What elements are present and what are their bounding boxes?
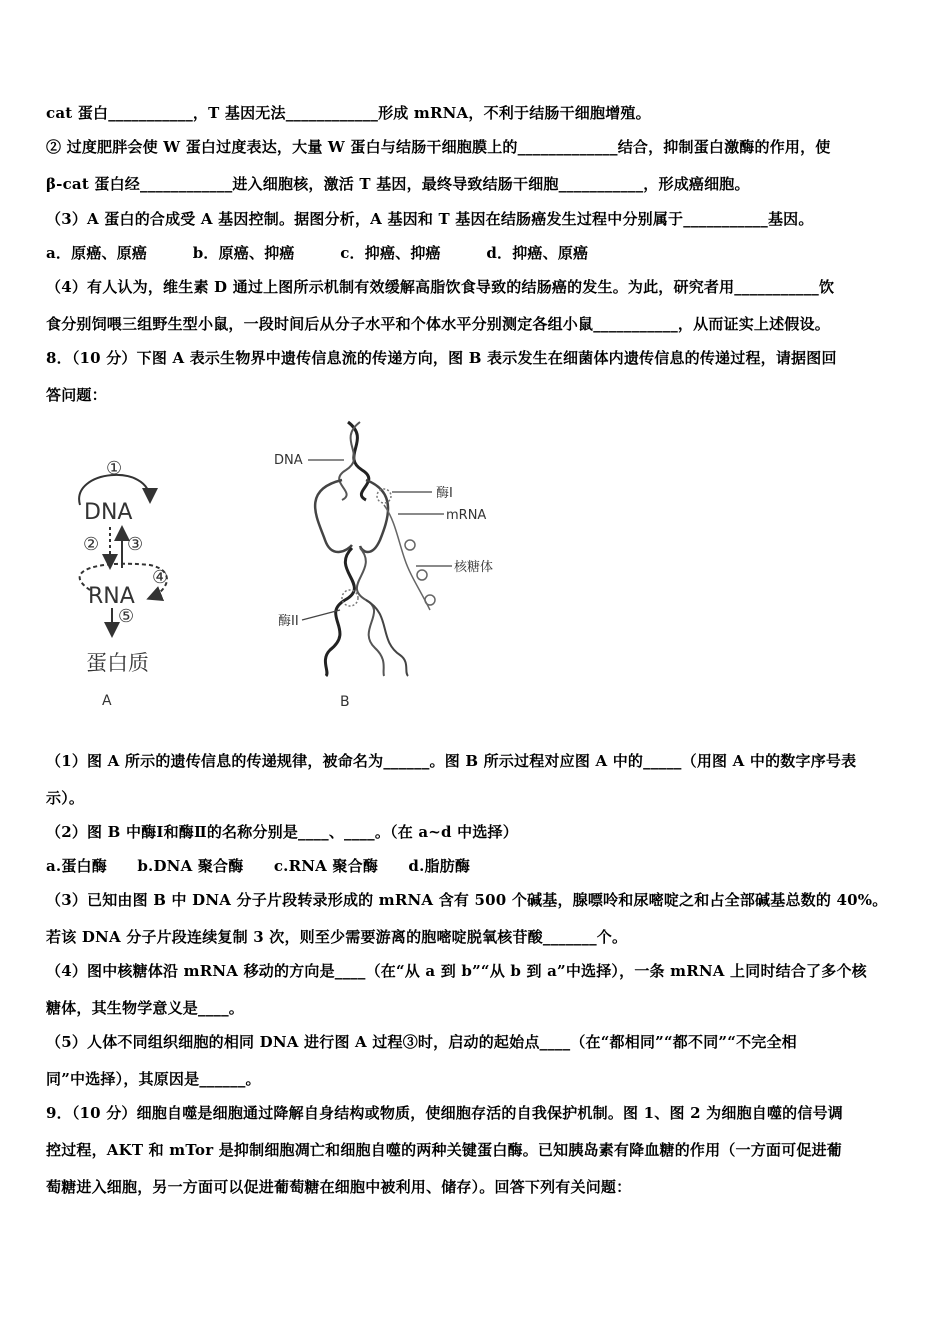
text-line-19: 同”中选择），其原因是______。 xyxy=(46,1070,261,1088)
text-line-18: （5）人体不同组织细胞的相同 DNA 进行图 A 过程③时，启动的起始点____（在“都相同”“都不同”“不完全相 xyxy=(46,1033,797,1051)
text-line-17: 糖体，其生物学意义是____。 xyxy=(46,999,245,1017)
text-line-14: （3）已知由图 B 中 DNA 分子片段转录形成的 mRNA 含有 500 个碱基，腺嘌呤和尿嘧啶之和占全部碱基总数的 40%。 xyxy=(46,891,888,909)
text-line-15: 若该 DNA 分子片段连续复制 3 次，则至少需要游离的胞嘧啶脱氧核苷酸_______个。 xyxy=(46,928,628,946)
text-line-11: 示）。 xyxy=(46,789,85,807)
text-line-12: （2）图 B 中酶Ⅰ和酶Ⅱ的名称分别是____、____。（在 a~d 中选择） xyxy=(46,823,518,841)
text-line-16: （4）图中核糖体沿 mRNA 移动的方向是____（在“从 a 到 b”“从 b 到 a”中选择），一条 mRNA 上同时结合了多个核 xyxy=(46,962,867,980)
label-enzyme-1: 酶I xyxy=(436,486,453,501)
label-dna: DNA xyxy=(84,500,133,525)
label-mrna: mRNA xyxy=(446,508,487,523)
label-process-5: ⑤ xyxy=(118,606,135,627)
text-line-1: cat 蛋白___________，T 基因无法____________形成 mRNA，不利于结肠干细胞增殖。 xyxy=(46,104,651,122)
text-line-4: （3）A 蛋白的合成受 A 基因控制。据图分析，A 基因和 T 基因在结肠癌发生过程中分别属于___________基因。 xyxy=(46,210,814,228)
figure-a-caption: A xyxy=(102,693,112,709)
label-process-1: ① xyxy=(106,458,123,479)
text-line-6: （4）有人认为，维生素 D 通过上图所示机制有效缓解高脂饮食导致的结肠癌的发生。为此，研究者用___________饮 xyxy=(46,278,835,296)
label-dna-b: DNA xyxy=(274,453,303,468)
question-8-title: 8．（10 分）下图 A 表示生物界中遗传信息流的传递方向，图 B 表示发生在细菌体内遗传信息的传递过程，请据图回 xyxy=(46,349,837,367)
label-rna: RNA xyxy=(88,584,135,609)
label-process-4: ④ xyxy=(152,567,169,588)
text-line-7: 食分别饲喂三组野生型小鼠，一段时间后从分子水平和个体水平分别测定各组小鼠___________，从而证实上述假设。 xyxy=(46,315,830,333)
text-line-3: β-cat 蛋白经____________进入细胞核，激活 T 基因，最终导致结肠干细胞___________，形成癌细胞。 xyxy=(46,175,750,193)
text-line-22: 萄糖进入细胞，另一方面可以促进葡萄糖在细胞中被利用、储存）。回答下列有关问题： xyxy=(46,1178,632,1196)
figure-b-caption: B xyxy=(340,694,350,710)
text-line-5: a．原癌、原癌 b．原癌、抑癌 c．抑癌、抑癌 d．抑癌、原癌 xyxy=(46,244,589,262)
label-process-3: ③ xyxy=(127,534,144,555)
label-protein: 蛋白质 xyxy=(86,651,149,675)
label-ribosome: 核糖体 xyxy=(454,560,494,575)
label-process-2: ② xyxy=(83,534,100,555)
text-line-21: 控过程，AKT 和 mTor 是抑制细胞凋亡和细胞自噬的两种关键蛋白酶。已知胰岛素有降血糖的作用（一方面可促进葡 xyxy=(46,1141,842,1159)
question-9-title: 9．（10 分）细胞自噬是细胞通过降解自身结构或物质，使细胞存活的自我保护机制。图 1、图 2 为细胞自噬的信号调 xyxy=(46,1104,843,1122)
text-line-2: ② 过度肥胖会使 W 蛋白过度表达，大量 W 蛋白与结肠干细胞膜上的_____________结合，抑制蛋白激酶的作用，使 xyxy=(46,138,831,156)
text-line-13: a.蛋白酶 b.DNA 聚合酶 c.RNA 聚合酶 d.脂肪酶 xyxy=(46,857,471,875)
label-enzyme-2: 酶II xyxy=(278,614,299,629)
text-line-9: 答问题： xyxy=(46,386,107,404)
text-line-10: （1）图 A 所示的遗传信息的传递规律，被命名为______。图 B 所示过程对应图 A 中的_____（用图 A 中的数字序号表 xyxy=(46,752,857,770)
